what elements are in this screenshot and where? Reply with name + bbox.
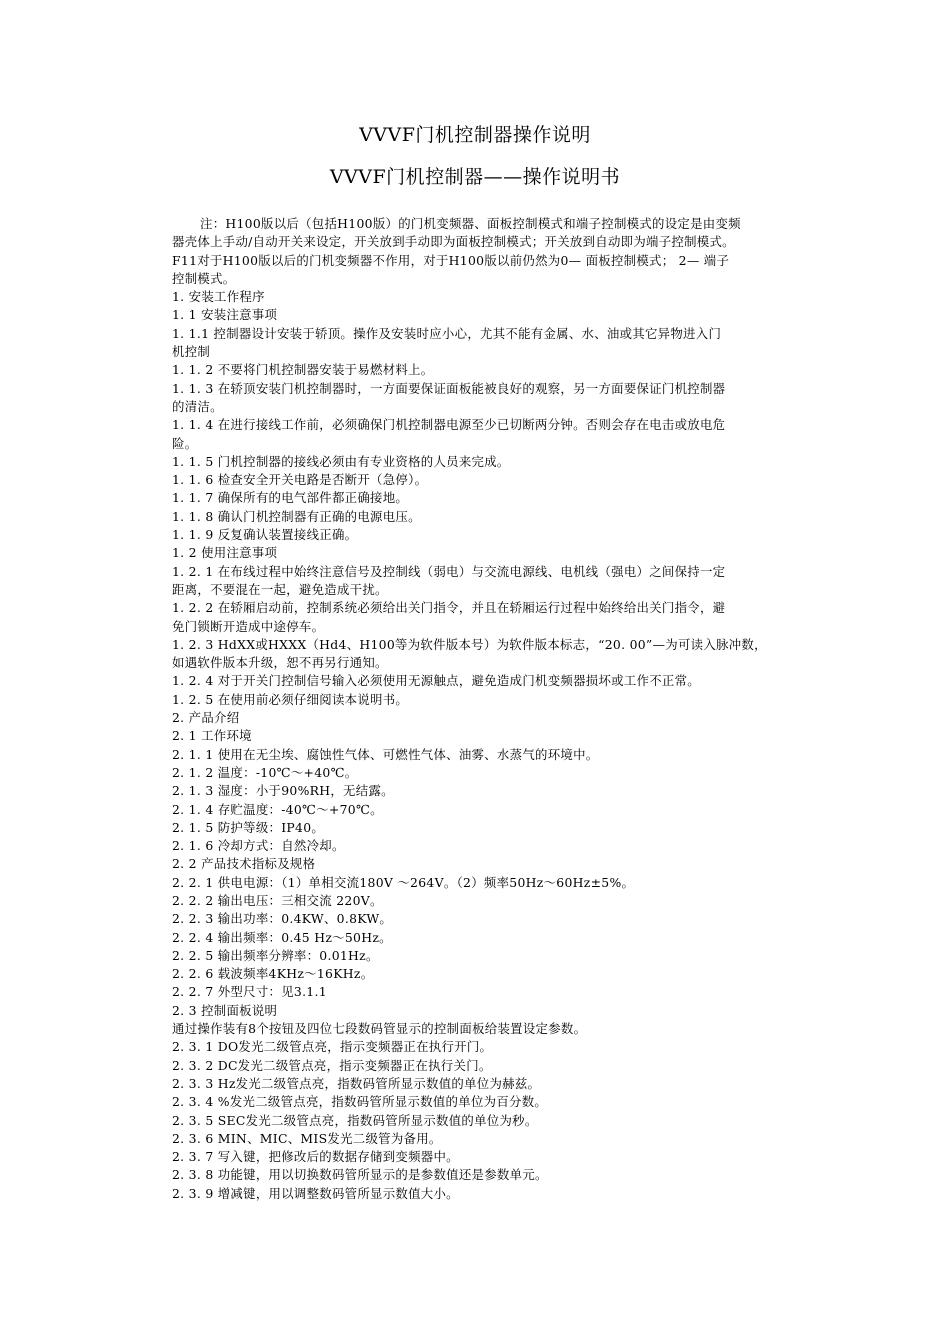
text-line: 2. 2. 2 输出电压：三相交流 220V。 xyxy=(172,892,383,908)
text-line: 1. 2. 5 在使用前必须仔细阅读本说明书。 xyxy=(172,691,409,707)
text-line: 2. 3. 6 MIN、MIC、MIS发光二级管为备用。 xyxy=(172,1130,442,1146)
text-line: 1. 1. 9 反复确认装置接线正确。 xyxy=(172,527,358,543)
document-title: VVVF门机控制器操作说明 xyxy=(359,124,591,146)
text-line: F11对于H100版以后的门机变频器不作用，对于H100版以前仍然为0— 面板控制模式； 2— 端子 xyxy=(172,252,730,268)
text-line: 2. 1. 3 湿度：小于90%RH，无结露。 xyxy=(172,783,394,799)
text-line: 1. 1. 7 确保所有的电气部件都正确接地。 xyxy=(172,490,409,506)
text-line: 2. 3. 2 DC发光二级管点亮，指示变频器正在执行关门。 xyxy=(172,1057,492,1073)
text-line: 1. 1. 4 在进行接线工作前，必须确保门机控制器电源至少已切断两分钟。否则会存在电击或放电危 xyxy=(172,417,726,433)
text-line: 2. 3. 7 写入键，把修改后的数据存储到变频器中。 xyxy=(172,1149,459,1165)
text-line: 的清洁。 xyxy=(172,398,223,414)
text-line: 险。 xyxy=(172,435,198,451)
text-line: 2. 3 控制面板说明 xyxy=(172,1002,278,1018)
text-line: 距离，不要混在一起，避免造成干扰。 xyxy=(172,581,388,597)
text-line: 2. 2. 5 输出频率分辨率：0.01Hz。 xyxy=(172,947,379,963)
text-line: 2. 1. 1 使用在无尘埃、腐蚀性气体、可燃性气体、油雾、水蒸气的环境中。 xyxy=(172,746,599,762)
text-line: 2. 3. 3 Hz发光二级管点亮，指数码管所显示数值的单位为赫兹。 xyxy=(172,1075,541,1091)
text-line: 2. 产品介绍 xyxy=(172,710,240,726)
text-line: 1. 1. 5 门机控制器的接线必须由有专业资格的人员来完成。 xyxy=(172,453,510,469)
text-line: 1. 2. 2 在轿厢启动前，控制系统必须给出关门指令，并且在轿厢运行过程中始终给出关门指令，避 xyxy=(172,600,726,616)
text-line: 2. 1. 5 防护等级：IP40。 xyxy=(172,819,325,835)
text-line: 2. 2. 7 外型尺寸：见3.1.1 xyxy=(172,984,327,1000)
text-line: 1. 2 使用注意事项 xyxy=(172,545,278,561)
text-line: 1. 安装工作程序 xyxy=(172,289,265,305)
text-line: 2. 1. 2 温度：-10℃～+40℃。 xyxy=(172,764,358,780)
text-line: 2. 2. 1 供电电源：（1）单相交流180V ～264V。（2）频率50Hz～60Hz±5%。 xyxy=(172,874,635,890)
text-line: 1. 2. 1 在布线过程中始终注意信号及控制线（弱电）与交流电源线、电机线（强电）之间保持一定 xyxy=(172,563,726,579)
text-line: 1. 2. 3 HdXX或HXXX（Hd4、H100等为软件版本号）为软件版本标志，“20. 00”—为可读入脉冲数， xyxy=(172,636,767,652)
text-line: 1. 2. 4 对于开关门控制信号输入必须使用无源触点，避免造成门机变频器损坏或工作不正常。 xyxy=(172,673,700,689)
text-line: 2. 3. 8 功能键，用以切换数码管所显示的是参数值还是参数单元。 xyxy=(172,1167,548,1183)
text-line: 机控制 xyxy=(172,344,211,360)
text-line: 1. 1. 3 在轿顶安装门机控制器时，一方面要保证面板能被良好的观察，另一方面要保证门机控制器 xyxy=(172,380,726,396)
text-line: 1. 1. 6 检查安全开关电路是否断开（急停）。 xyxy=(172,472,428,488)
text-line: 2. 3. 4 %发光二级管点亮，指数码管所显示数值的单位为百分数。 xyxy=(172,1094,548,1110)
text-line: 注：H100版以后（包括H100版）的门机变频器、面板控制模式和端子控制模式的设定是由变频 xyxy=(200,216,741,231)
text-line: 1. 1. 2 不要将门机控制器安装于易燃材料上。 xyxy=(172,362,434,378)
text-line: 2. 1 工作环境 xyxy=(172,728,252,744)
text-line: 免门锁断开造成中途停车。 xyxy=(172,618,325,634)
text-line: 2. 2. 4 输出频率：0.45 Hz～50Hz。 xyxy=(172,929,392,945)
text-line: 如遇软件版本升级，恕不再另行通知。 xyxy=(172,655,388,671)
text-line: 通过操作装有8个按钮及四位七段数码管显示的控制面板给装置设定参数。 xyxy=(172,1021,587,1037)
text-line: 2. 3. 9 增减键，用以调整数码管所显示数值大小。 xyxy=(172,1185,459,1201)
text-line: 1. 1 安装注意事项 xyxy=(172,307,278,323)
document-subtitle: VVVF门机控制器——操作说明书 xyxy=(329,166,621,188)
text-line: 2. 1. 4 存贮温度：-40℃～+70℃。 xyxy=(172,801,383,817)
text-line: 2. 2. 6 载波频率4KHz～16KHz。 xyxy=(172,966,374,982)
text-line: 控制模式。 xyxy=(172,270,236,286)
text-line: 器壳体上手动/自动开关来设定，开关放到手动即为面板控制模式；开关放到自动即为端子控制模式。 xyxy=(172,234,735,250)
text-line: 2. 3. 5 SEC发光二级管点亮，指数码管所显示数值的单位为秒。 xyxy=(172,1112,538,1128)
text-line: 1. 1.1 控制器设计安装于轿顶。操作及安装时应小心，尤其不能有金属、水、油或其它异物进入门 xyxy=(172,325,722,341)
document-body xyxy=(172,215,804,1203)
text-line: 1. 1. 8 确认门机控制器有正确的电源电压。 xyxy=(172,508,421,524)
text-line: 2. 3. 1 DO发光二级管点亮，指示变频器正在执行开门。 xyxy=(172,1039,493,1055)
text-line: 2. 2 产品技术指标及规格 xyxy=(172,856,316,872)
text-line: 2. 1. 6 冷却方式：自然冷却。 xyxy=(172,838,345,854)
text-line: 2. 2. 3 输出功率：0.4KW、0.8KW。 xyxy=(172,911,393,927)
